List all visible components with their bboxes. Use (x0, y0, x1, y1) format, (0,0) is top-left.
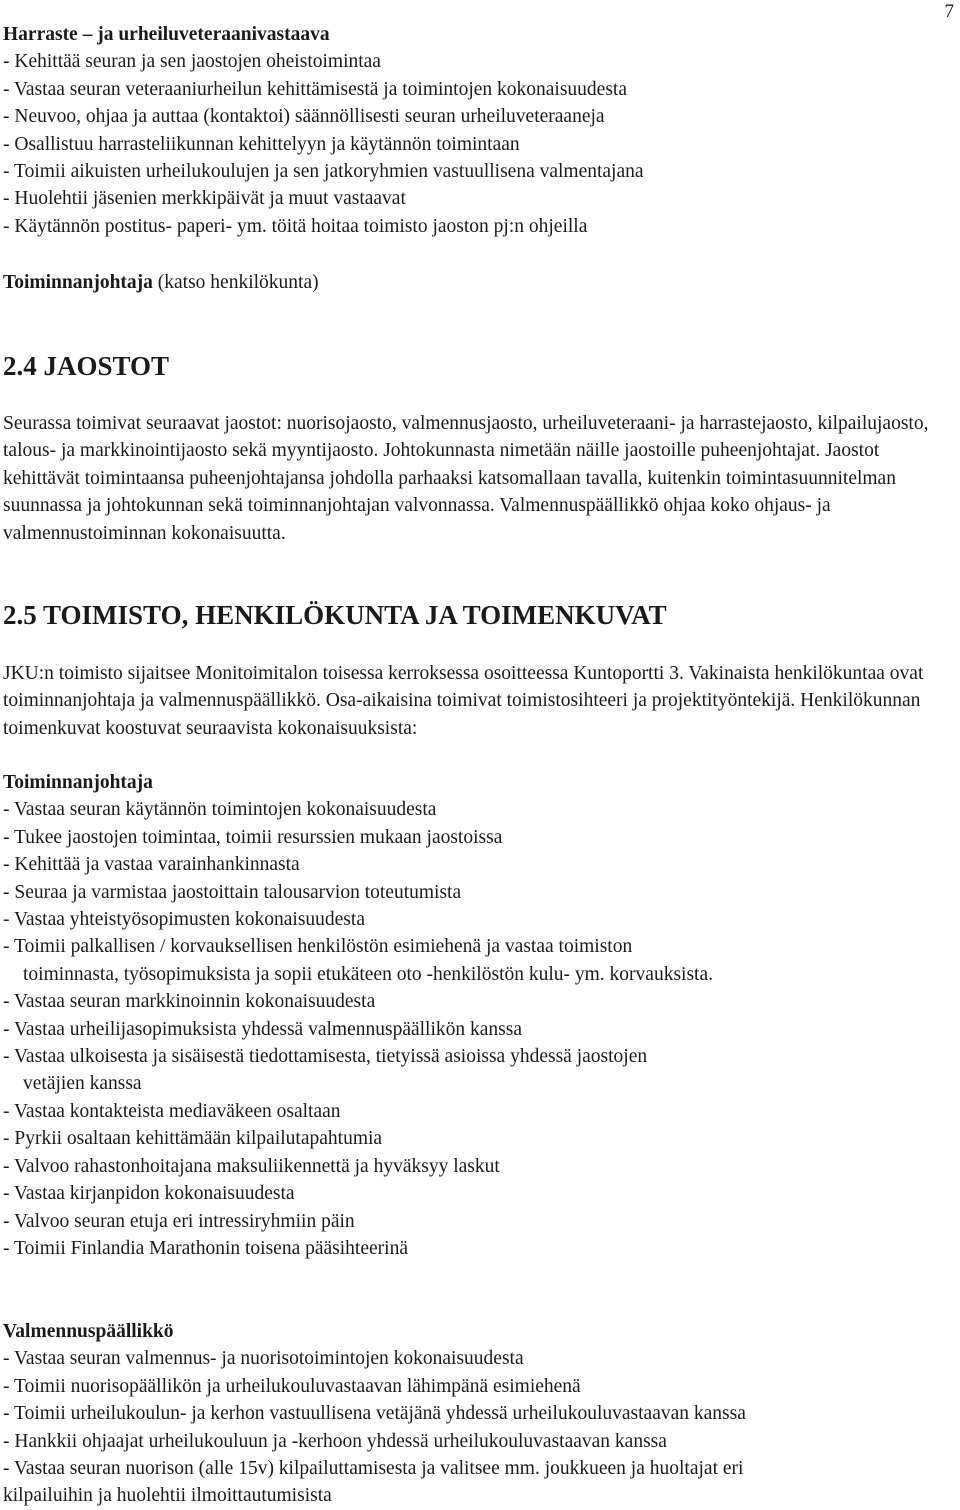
list-item: - Toimii palkallisen / korvauksellisen henkilöstön esimiehenä ja vastaa toimiston (3, 936, 633, 958)
list-item: - Vastaa seuran markkinoinnin kokonaisuudesta (3, 991, 376, 1013)
list-item: - Osallistuu harrasteliikunnan kehittelyyn ja käytännön toimintaan (3, 133, 520, 155)
section-2-4-heading: 2.4 JAOSTOT (3, 351, 170, 381)
list-item: - Kehittää seuran ja sen jaostojen oheistoimintaa (3, 51, 381, 73)
list-item: - Vastaa urheilijasopimuksista yhdessä valmennuspäällikön kanssa (3, 1018, 522, 1040)
toiminnanjohtaja-title: Toiminnanjohtaja (3, 772, 153, 793)
list-item: - Toimii aikuisten urheilukoulujen ja sen jatkoryhmien vastuullisena valmentajana (3, 161, 644, 183)
section-2-5 (3, 599, 953, 631)
list-item: - Pyrkii osaltaan kehittämään kilpailutapahtumia (3, 1128, 383, 1150)
section-2-4-paragraph: Seurassa toimivat seuraavat jaostot: nuorisojaosto, valmennusjaosto, urheiluveteraani- ja harrastejaosto, kilpailujaosto, talous- ja markkinointijaosto sekä myyntijaosto. Johtokunnasta nimetään näille jaostoille puheenjohtajat. Jaostot kehittävät toimintaansa puheenjohtajansa johdolla parhaaksi katsomallaan tavalla, kuitenkin toimintasuunnitelman suunnassa ja johtokunnan sekä toiminnanjohtajan valvonnassa. Valmennuspäällikkö ohjaa koko ohjaus- ja valmennustoiminnan kokonaisuutta. (3, 413, 929, 544)
toiminnanjohtaja-section (3, 769, 953, 1262)
list-item: - Vastaa seuran nuorison (alle 15v) kilpailuttamisesta ja valitsee mm. joukkueen ja huoltajat eri (3, 1458, 744, 1480)
list-item: kilpailuihin ja huolehtii ilmoittautumisista (3, 1485, 332, 1507)
list-item-continuation: vetäjien kanssa (23, 1073, 142, 1095)
page-number: 7 (944, 1, 954, 22)
harraste-title: Harraste – ja urheiluveteraanivastaava (3, 24, 330, 45)
section-2-4 (3, 350, 953, 382)
list-item: - Vastaa kontakteista mediaväkeen osaltaan (3, 1100, 341, 1122)
list-item: - Toimii nuorisopäällikön ja urheilukouluvastaavan lähimpänä esimiehenä (3, 1375, 581, 1397)
list-item: - Kehittää ja vastaa varainhankinnasta (3, 854, 300, 876)
list-item: - Seuraa ja varmistaa jaostoittain talousarvion toteutumista (3, 881, 462, 903)
section-2-5-heading: 2.5 TOIMISTO, HENKILÖKUNTA JA TOIMENKUVAT (3, 600, 667, 630)
list-item: - Vastaa yhteistyösopimusten kokonaisuudesta (3, 909, 365, 931)
section-2-5-paragraph: JKU:n toimisto sijaitsee Monitoimitalon toisessa kerroksessa osoitteessa Kuntoportti 3. Vakinaista henkilökuntaa ovat toiminnanjohtaja ja valmennuspäällikkö. Osa-aikaisina toimivat toimistosihteeri ja projektityöntekijä. Henkilökunnan toimenkuvat koostuvat seuraavista kokonaisuuksista: (3, 663, 924, 739)
toiminnanjohtaja-ref-note: (katso henkilökunta) (152, 272, 319, 293)
list-item: - Vastaa seuran valmennus- ja nuorisotoimintojen kokonaisuudesta (3, 1348, 524, 1370)
list-item-continuation: toiminnasta, työsopimuksista ja sopii etukäteen oto -henkilöstön kulu- ym. korvauksista. (23, 963, 714, 985)
harraste-section (3, 21, 953, 240)
list-item: - Vastaa kirjanpidon kokonaisuudesta (3, 1183, 295, 1205)
valmennuspaallikko-section (3, 1318, 953, 1510)
list-item: - Käytännön postitus- paperi- ym. töitä hoitaa toimisto jaoston pj:n ohjeilla (3, 215, 588, 237)
list-item: - Huolehtii jäsenien merkkipäivät ja muut vastaavat (3, 188, 406, 210)
list-item: - Vastaa ulkoisesta ja sisäisestä tiedottamisesta, tietyissä asioissa yhdessä jaostojen (3, 1046, 648, 1068)
list-item: - Valvoo rahastonhoitajana maksuliikennettä ja hyväksyy laskut (3, 1155, 500, 1177)
list-item: - Vastaa seuran käytännön toimintojen kokonaisuudesta (3, 799, 437, 821)
valmennuspaallikko-title: Valmennuspäällikkö (3, 1321, 174, 1342)
list-item: - Valvoo seuran etuja eri intressiryhmiin päin (3, 1210, 355, 1232)
list-item: - Hankkii ohjaajat urheilukouluun ja -kerhoon yhdessä urheilukouluvastaavan kanssa (3, 1430, 667, 1452)
toiminnanjohtaja-reference (3, 269, 953, 296)
list-item: - Vastaa seuran veteraaniurheilun kehittämisestä ja toimintojen kokonaisuudesta (3, 78, 627, 100)
list-item: - Toimii Finlandia Marathonin toisena pääsihteerinä (3, 1237, 408, 1259)
list-item: - Tukee jaostojen toimintaa, toimii resurssien mukaan jaostoissa (3, 826, 503, 848)
list-item: - Neuvoo, ohjaa ja auttaa (kontaktoi) säännöllisesti seuran urheiluveteraaneja (3, 106, 605, 128)
list-item: - Toimii urheilukoulun- ja kerhon vastuullisena vetäjänä yhdessä urheilukouluvastaavan kanssa (3, 1403, 746, 1425)
toiminnanjohtaja-ref-bold: Toiminnanjohtaja (3, 272, 153, 293)
